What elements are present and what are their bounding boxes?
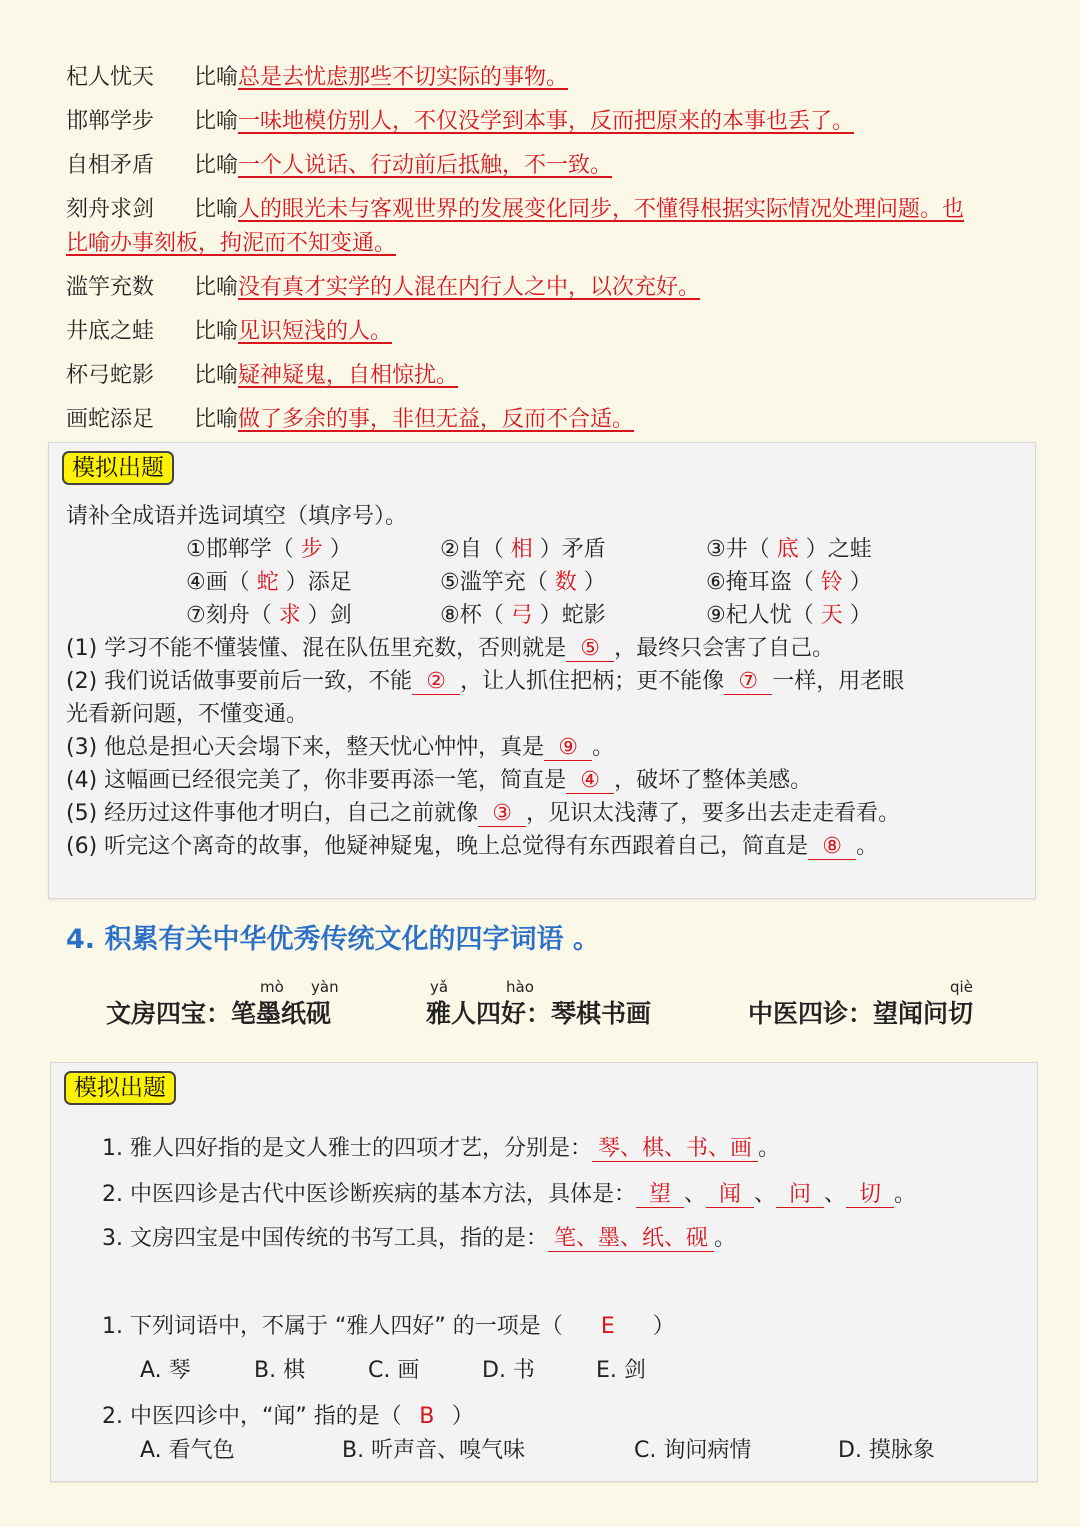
idiom-term: 滥竽充数 (66, 275, 155, 300)
idiom-meaning: 人的眼光未与客观世界的发展变化同步，不懂得根据实际情况处理问题。也 (238, 197, 965, 222)
instruction: 请补全成语并选词填空（填序号）。 (66, 504, 408, 529)
choice-option: B. 棋 (254, 1358, 306, 1383)
choice-option: E. 剑 (596, 1358, 646, 1383)
idiom-meaning: 做了多余的事，非但无益，反而不合适。 (238, 407, 635, 432)
pinyin: qiè (950, 978, 973, 996)
fill-item: ③井（ 底 ）之蛙 (706, 537, 872, 562)
fill-item: ②自（ 相 ）矛盾 (440, 537, 606, 562)
fill-item: ⑥掩耳盗（ 铃 ） (706, 570, 872, 595)
idiom-line (66, 360, 468, 392)
fill-question-1: 1. 雅人四好指的是文人雅士的四项才艺，分别是： 琴、棋、书、画 。 (102, 1136, 781, 1161)
idiom-meaning: 没有真才实学的人混在内行人之中，以次充好。 (238, 275, 701, 300)
fill-item: ⑦刻舟（ 求 ）剑 (186, 603, 352, 628)
four-arts: 雅人四好：琴棋书画 (426, 999, 652, 1028)
idiom-line (66, 316, 402, 348)
idiom-prefix: 比喻 (194, 65, 239, 90)
idiom-meaning: 一味地模仿别人，不仅没学到本事，反而把原来的本事也丢了。 (238, 109, 855, 134)
idiom-meaning: 一个人说话、行动前后抵触，不一致。 (238, 153, 613, 178)
fill-item: ⑨杞人忧（ 天 ） (706, 603, 872, 628)
question-3: (3) 他总是担心天会塌下来，整天忧心忡忡，真是 ⑨ 。 (66, 735, 615, 760)
section-title: 4. 积累有关中华优秀传统文化的四字词语 。 (66, 924, 600, 955)
idiom-line (66, 150, 622, 182)
idiom-term: 自相矛盾 (66, 153, 155, 178)
idiom-line (66, 194, 964, 226)
choice-option: A. 琴 (140, 1358, 191, 1383)
idiom-term: 画蛇添足 (66, 407, 155, 432)
idiom-prefix: 比喻 (194, 407, 239, 432)
idiom-line (66, 106, 864, 138)
idiom-meaning: 见识短浅的人。 (238, 319, 393, 344)
idiom-meaning: 疑神疑鬼，自相惊扰。 (238, 363, 459, 388)
choice-option: D. 书 (482, 1358, 535, 1383)
idiom-line (66, 404, 644, 436)
idiom-meaning: 总是去忧虑那些不切实际的事物。 (238, 65, 569, 90)
four-treasures: 文房四宝：笔墨纸砚 (106, 999, 332, 1028)
pinyin: yǎ (430, 978, 449, 996)
choice-option: C. 画 (368, 1358, 420, 1383)
idiom-line (66, 272, 710, 304)
pinyin: hào (506, 978, 534, 996)
choice-question-1: 1. 下列词语中，不属于 “雅人四好” 的一项是（ E ） (102, 1314, 675, 1339)
idiom-prefix: 比喻 (194, 109, 239, 134)
idiom-term: 邯郸学步 (66, 109, 155, 134)
question-1: (1) 学习不能不懂装懂、混在队伍里充数，否则就是 ⑤ ，最终只会害了自己。 (66, 636, 835, 661)
question-4: (4) 这幅画已经很完美了，你非要再添一笔，简直是 ④ ，破坏了整体美感。 (66, 768, 813, 793)
choice-option: D. 摸脉象 (838, 1438, 935, 1463)
fill-item: ④画（ 蛇 ）添足 (186, 570, 352, 595)
idiom-term: 井底之蛙 (66, 319, 155, 344)
choice-question-2: 2. 中医四诊中，“闻” 指的是（ B ） (102, 1404, 474, 1429)
idiom-prefix: 比喻 (194, 275, 239, 300)
idiom-term: 杞人忧天 (66, 65, 155, 90)
fill-item: ①邯郸学（ 步 ） (186, 537, 352, 562)
pinyin: yàn (311, 978, 339, 996)
fill-item: ⑧杯（ 弓 ）蛇影 (440, 603, 606, 628)
question-6: (6) 听完这个离奇的故事，他疑神疑鬼，晚上总觉得有东西跟着自己，简直是 ⑧ 。 (66, 834, 879, 859)
idiom-prefix: 比喻 (194, 153, 239, 178)
choice-option: A. 看气色 (140, 1438, 235, 1463)
fill-question-2: 2. 中医四诊是古代中医诊断疾病的基本方法，具体是： 望 、 闻 、 问 、 切 。 (102, 1182, 917, 1207)
idiom-line (66, 62, 578, 94)
pinyin: mò (260, 978, 284, 996)
idiom-prefix: 比喻 (194, 363, 239, 388)
fill-item: ⑤滥竽充（ 数 ） (440, 570, 606, 595)
question-5: (5) 经历过这件事他才明白，自己之前就像 ③ ，见识太浅薄了，要多出去走走看看。 (66, 801, 901, 826)
question-2-cont: 光看新问题，不懂变通。 (66, 702, 309, 727)
idiom-term: 杯弓蛇影 (66, 363, 155, 388)
idiom-term: 刻舟求剑 (66, 197, 155, 222)
fill-question-3: 3. 文房四宝是中国传统的书写工具，指的是： 笔、墨、纸、砚 。 (102, 1226, 737, 1251)
four-diagnostics: 中医四诊：望闻问切 (748, 999, 974, 1028)
choice-option: C. 询问病情 (634, 1438, 752, 1463)
choice-option: B. 听声音、嗅气味 (342, 1438, 526, 1463)
practice-tag: 模拟出题 (64, 1071, 176, 1105)
question-2: (2) 我们说话做事要前后一致，不能 ② ，让人抓住把柄；更不能像 ⑦ 一样，用老眼 (66, 669, 905, 694)
idiom-prefix: 比喻 (194, 197, 239, 222)
idiom-line-cont (66, 228, 406, 260)
idiom-meaning-cont: 比喻办事刻板，拘泥而不知变通。 (66, 231, 397, 256)
idiom-prefix: 比喻 (194, 319, 239, 344)
practice-tag: 模拟出题 (62, 451, 174, 485)
